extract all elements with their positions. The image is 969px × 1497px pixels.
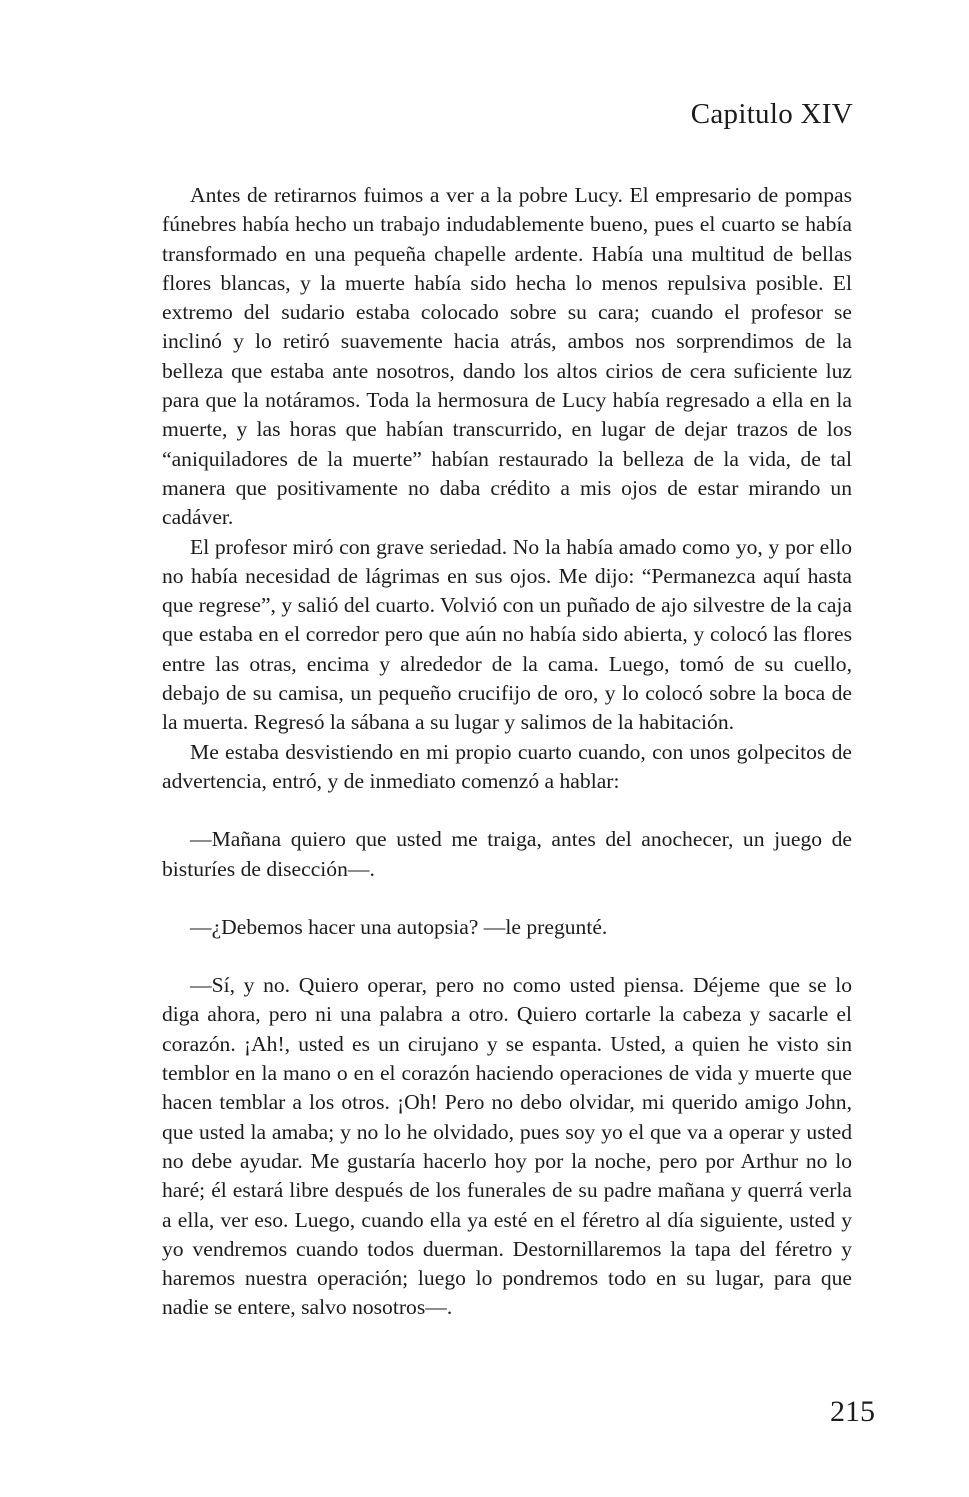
paragraph: Me estaba desvistiendo en mi propio cuarto cuando, con unos golpecitos de advertencia, entró, y de inmediato comenzó a hablar: — [162, 739, 852, 793]
paragraph: Antes de retirarnos fuimos a ver a la pobre Lucy. El empresario de pompas fúnebres había hecho un trabajo indudablemente bueno, pues el cuarto se había transformado en una pequeña chapelle ardente. Había una multitud de bellas flores blancas, y la muerte había sido hecha lo menos repulsiva posible. El extremo del sudario estaba colocado sobre su cara; cuando el profesor se inclinó y lo retiró suavemente hacia atrás, ambos nos sorprendimos de la belleza que estaba ante nosotros, dando los altos cirios de cera suficiente luz para que la notáramos. Toda la hermosura de Lucy había regresado a ella en la muerte, y las horas que habían transcurrido, en lugar de dejar trazos de los “aniquiladores de la muerte” habían restaurado la belleza de la vida, de tal manera que positivamente no daba crédito a mis ojos de estar mirando un cadáver. — [162, 183, 852, 530]
page-number: 215 — [830, 1395, 875, 1428]
dialogue-paragraph: —Mañana quiero que usted me traiga, antes del anochecer, un juego de bisturíes de disección—. — [162, 827, 852, 881]
dialogue-paragraph: —Sí, y no. Quiero operar, pero no como usted piensa. Déjeme que se lo diga ahora, pero ni una palabra a otro. Quiero cortarle la cabeza y sacarle el corazón. ¡Ah!, usted es un cirujano y se espanta. Usted, a quien he visto sin temblor en la mano o en el corazón haciendo operaciones de vida y muerte que hacen temblar a los otros. ¡Oh! Pero no debo olvidar, mi querido amigo John, que usted la amaba; y no lo he olvidado, pues soy yo el que va a operar y usted no debe ayudar. Me gustaría hacerlo hoy por la noche, pero por Arthur no lo haré; él estará libre después de los funerales de su padre mañana y querrá verla a ella, ver eso. Luego, cuando ella ya esté en el féretro al día siguiente, usted y yo vendremos cuando todos duerman. Destornillaremos la tapa del féretro y haremos nuestra operación; luego lo pondremos todo en su lugar, para que nadie se entere, salvo nosotros—. — [162, 973, 852, 1320]
chapter-title: Capitulo XIV — [690, 98, 853, 130]
paragraph: El profesor miró con grave seriedad. No la había amado como yo, y por ello no había necesidad de lágrimas en sus ojos. Me dijo: “Permanezca aquí hasta que regrese”, y salió del cuarto. Volvió con un puñado de ajo silvestre de la caja que estaba en el corredor pero que aún no había sido abierta, y colocó las flores entre las otras, encima y alrededor de la cama. Luego, tomó de su cuello, debajo de su camisa, un pequeño crucifijo de oro, y lo colocó sobre la boca de la muerta. Regresó la sábana a su lugar y salimos de la habitación. — [162, 534, 852, 735]
body-text — [162, 181, 852, 1323]
dialogue-paragraph: —¿Debemos hacer una autopsia? —le pregunté. — [190, 914, 608, 939]
